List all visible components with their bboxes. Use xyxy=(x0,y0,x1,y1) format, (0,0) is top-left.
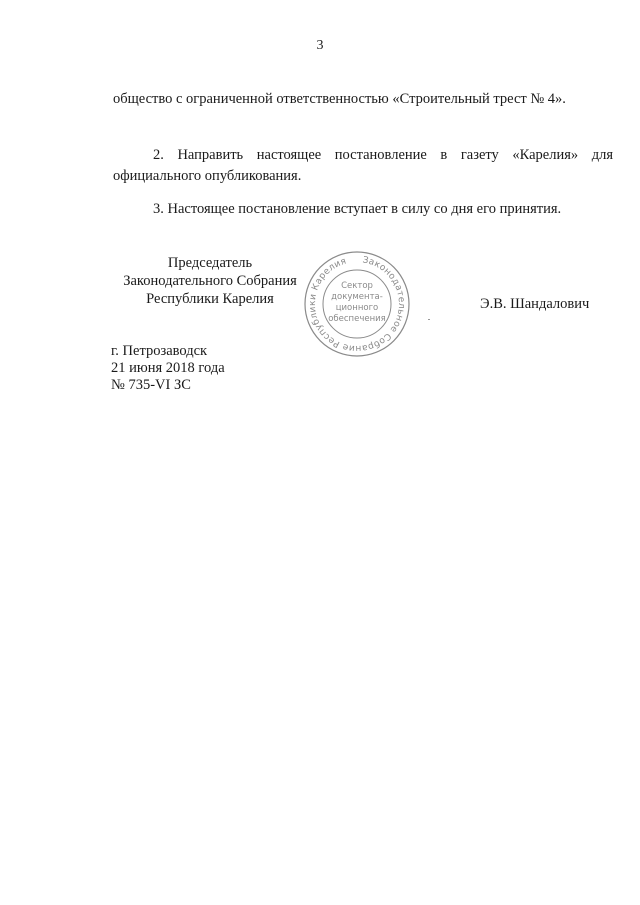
place: г. Петрозаводск xyxy=(111,343,208,359)
signer-title-line: Председатель xyxy=(167,255,253,271)
signer-title xyxy=(100,254,320,308)
signer-name: Э.В. Шандалович xyxy=(480,296,590,312)
seal-center-line: документа- xyxy=(331,292,383,302)
paragraph-continuation: общество с ограниченной ответственностью «Строительный трест № 4». xyxy=(113,91,566,107)
signer-title-line: Законодательного Собрания xyxy=(123,273,297,289)
signer-title-line: Республики Карелия xyxy=(146,291,274,307)
official-seal xyxy=(301,250,413,360)
scan-speck xyxy=(428,319,430,320)
paragraph-item-3: 3. Настоящее постановление вступает в силу со дня его принятия. xyxy=(153,201,562,217)
seal-center-line: ционного xyxy=(335,303,379,313)
seal-center-line: Сектор xyxy=(341,281,373,291)
paragraph-item-2: 2. Направить настоящее постановление в газету «Карелия» для официального опубликования. xyxy=(113,147,613,184)
seal-center-line: обеспечения xyxy=(328,314,386,324)
date: 21 июня 2018 года xyxy=(111,360,225,376)
page-number: 3 xyxy=(316,38,324,53)
seal-ring-text: Законодательное Собрание Республики Карелия xyxy=(307,255,407,354)
document-meta xyxy=(111,343,225,394)
document-number: № 735-VI ЗС xyxy=(111,377,191,393)
